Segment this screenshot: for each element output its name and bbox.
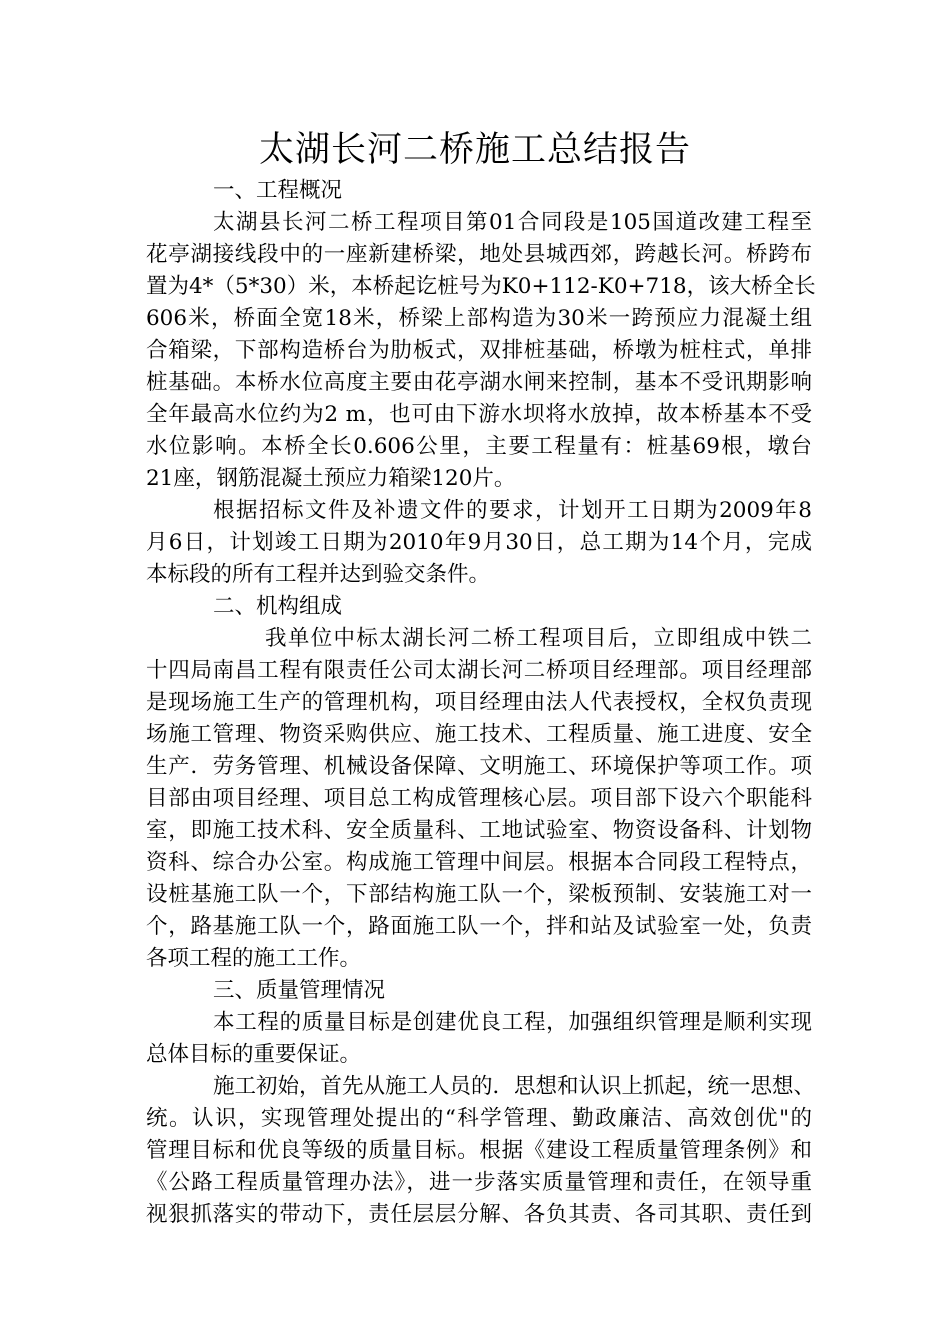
paragraph-line: 目部由项目经理、项目总工构成管理核心层。项目部下设六个职能科 xyxy=(146,786,812,811)
paragraph-line: 月6日，计划竣工日期为2010年9月30日，总工期为14个月，完成 xyxy=(146,530,812,555)
paragraph-line: 《公路工程质量管理办法》，进一步落实质量管理和责任，在领导重 xyxy=(146,1170,812,1195)
paragraph-line: 统。认识，实现管理处提出的“科学管理、勤政廉洁、高效创优"的 xyxy=(146,1106,812,1131)
paragraph-line: 本标段的所有工程并达到验交条件。 xyxy=(146,562,491,587)
paragraph-line: 合箱梁，下部构造桥台为肋板式，双排桩基础，桥墩为桩柱式，单排 xyxy=(146,338,812,363)
paragraph-line: 606米，桥面全宽18米，桥梁上部构造为30米一跨预应力混凝土组 xyxy=(146,306,812,331)
paragraph-line: 花亭湖接线段中的一座新建桥梁，地处县城西郊，跨越长河。桥跨布 xyxy=(146,242,812,267)
paragraph-line: 场施工管理、物资采购供应、施工技术、工程质量、施工进度、安全 xyxy=(146,722,812,747)
section-heading-organization: 二、机构组成 xyxy=(213,594,343,619)
section-heading-overview: 一、工程概况 xyxy=(213,178,343,203)
paragraph-line: 桩基础。本桥水位高度主要由花亭湖水闸来控制，基本不受讯期影响 xyxy=(146,370,812,395)
paragraph-line: 水位影响。本桥全长0.606公里，主要工程量有：桩基69根，墩台 xyxy=(146,434,812,459)
paragraph-line: 根据招标文件及补遗文件的要求，计划开工日期为2009年8 xyxy=(213,498,812,523)
paragraph-line: 十四局南昌工程有限责任公司太湖长河二桥项目经理部。项目经理部 xyxy=(146,658,812,683)
paragraph-line: 总体目标的重要保证。 xyxy=(146,1042,362,1067)
paragraph-line: 本工程的质量目标是创建优良工程，加强组织管理是顺利实现 xyxy=(213,1010,812,1035)
paragraph-line: 资科、综合办公室。构成施工管理中间层。根据本合同段工程特点， xyxy=(146,850,812,875)
section-heading-quality: 三、质量管理情况 xyxy=(213,978,386,1003)
paragraph-line: 21座，钢筋混凝土预应力箱梁120片。 xyxy=(146,466,516,491)
paragraph-line: 室，即施工技术科、安全质量科、工地试验室、物资设备科、计划物 xyxy=(146,818,812,843)
paragraph-line: 管理目标和优良等级的质量目标。根据《建设工程质量管理条例》和 xyxy=(146,1138,812,1163)
paragraph-line: 全年最高水位约为2 m，也可由下游水坝将水放掉，故本桥基本不受 xyxy=(146,402,812,427)
paragraph-line: 我单位中标太湖长河二桥工程项目后，立即组成中铁二 xyxy=(265,626,812,651)
paragraph-line: 视狠抓落实的带动下，责任层层分解、各负其责、各司其职、责任到 xyxy=(146,1202,812,1227)
paragraph-line: 施工初始，首先从施工人员的．思想和认识上抓起，统一思想、 xyxy=(213,1074,816,1099)
paragraph-line: 各项工程的施工工作。 xyxy=(146,946,362,971)
paragraph-line: 生产．劳务管理、机械设备保障、文明施工、环境保护等项工作。项 xyxy=(146,754,812,779)
document-title: 太湖长河二桥施工总结报告 xyxy=(258,130,691,170)
paragraph-line: 是现场施工生产的管理机构，项目经理由法人代表授权，全权负责现 xyxy=(146,690,812,715)
paragraph-line: 太湖县长河二桥工程项目第01合同段是105国道改建工程至 xyxy=(213,210,812,235)
paragraph-line: 个，路基施工队一个，路面施工队一个，拌和站及试验室一处，负责 xyxy=(146,914,812,939)
paragraph-line: 置为4*（5*30）米，本桥起讫桩号为K0+112-K0+718，该大桥全长 xyxy=(146,274,816,299)
paragraph-line: 设桩基施工队一个，下部结构施工队一个，梁板预制、安装施工对一 xyxy=(146,882,812,907)
